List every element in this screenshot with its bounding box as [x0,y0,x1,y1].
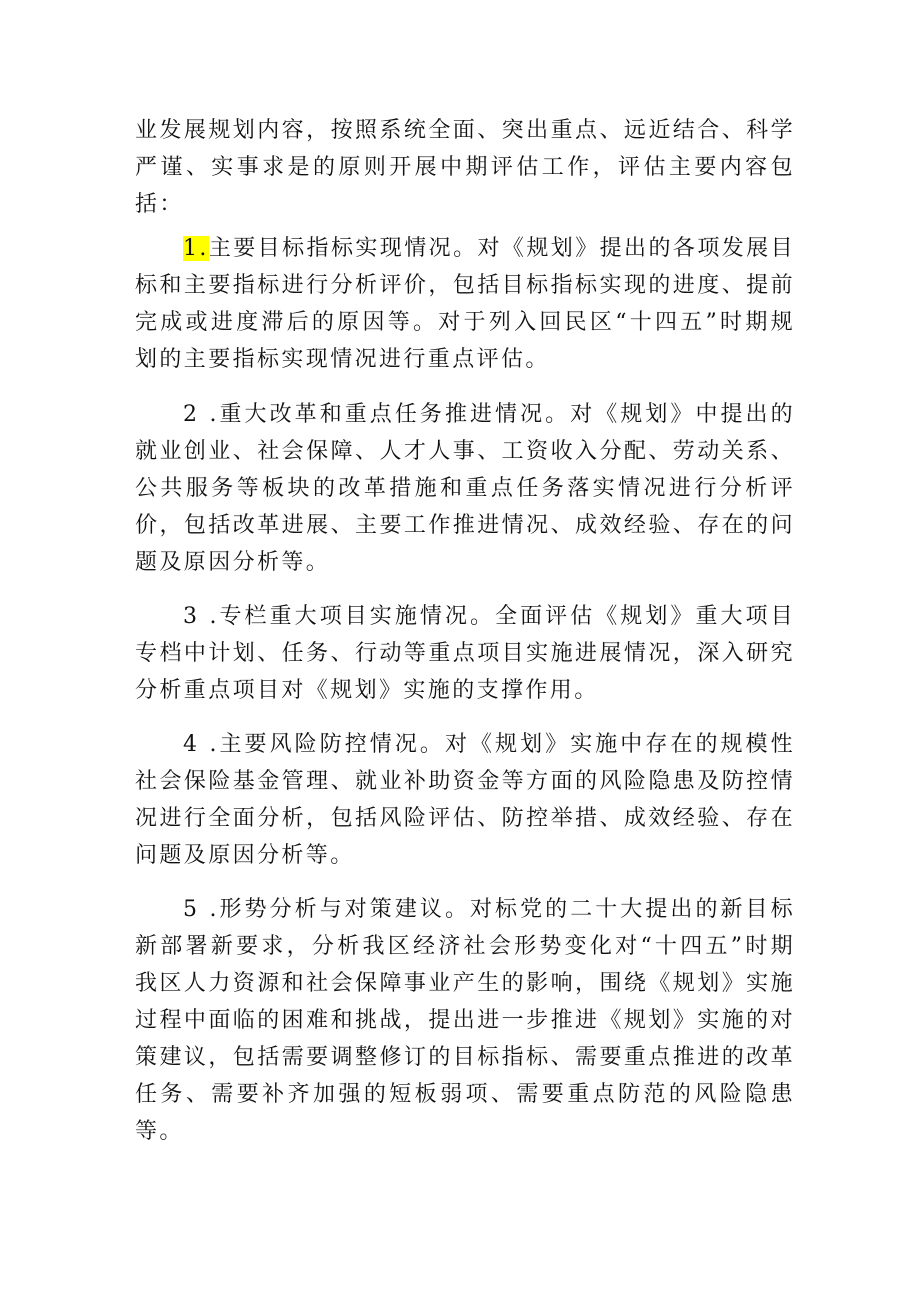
item-number: 4 . [183,732,219,757]
paragraph-text: 主要目标指标实现情况。对《规划》提出的各项发展目标和主要指标进行分析评价，包括目标指标实现的进度、提前完成或进度滞后的原因等。对于列入回民区“十四五”时期规划的主要指标实现情况进行重点评估。 [135,236,795,372]
item-number: 3 . [183,604,219,629]
paragraph-text: 专栏重大项目实施情况。全面评估《规划》重大项目专档中计划、任务、行动等重点项目实施进展情况，深入研究分析重点项目对《规划》实施的支撑作用。 [135,604,796,703]
item-number: 5 . [183,897,219,922]
paragraph-item-2 [135,396,795,581]
paragraph-text: 主要风险防控情况。对《规划》实施中存在的规模性社会保险基金管理、就业补助资金等方面的风险隐患及防控情况进行全面分析，包括风险评估、防控举措、成效经验、存在问题及原因分析等。 [135,732,796,868]
item-number-highlighted: 1. [183,236,209,261]
paragraph-item-4 [135,726,795,874]
paragraph-item-1 [135,230,795,378]
paragraph-item-3 [135,598,795,709]
paragraph-text: 形势分析与对策建议。对标党的二十大提出的新目标新部署新要求，分析我区经济社会形势变化对“十四五”时期我区人力资源和社会保障事业产生的影响，围绕《规划》实施过程中面临的困难和挑战，提出进一步推进《规划》实施的对策建议，包括需要调整修订的目标指标、需要重点推进的改革任务、需要补齐加强的短板弱项、需要重点防范的风险隐患等。 [135,897,796,1144]
paragraph-intro [135,112,795,223]
paragraph-text: 业发展规划内容，按照系统全面、突出重点、远近结合、科学严谨、实事求是的原则开展中期评估工作，评估主要内容包括： [135,118,795,217]
document-body [135,112,795,1150]
paragraph-item-5 [135,891,795,1150]
item-number: 2 . [183,402,219,427]
paragraph-text: 重大改革和重点任务推进情况。对《规划》中提出的就业创业、社会保障、人才人事、工资收入分配、劳动关系、公共服务等板块的改革措施和重点任务落实情况进行分析评价，包括改革进展、主要工作推进情况、成效经验、存在的问题及原因分析等。 [135,402,796,575]
